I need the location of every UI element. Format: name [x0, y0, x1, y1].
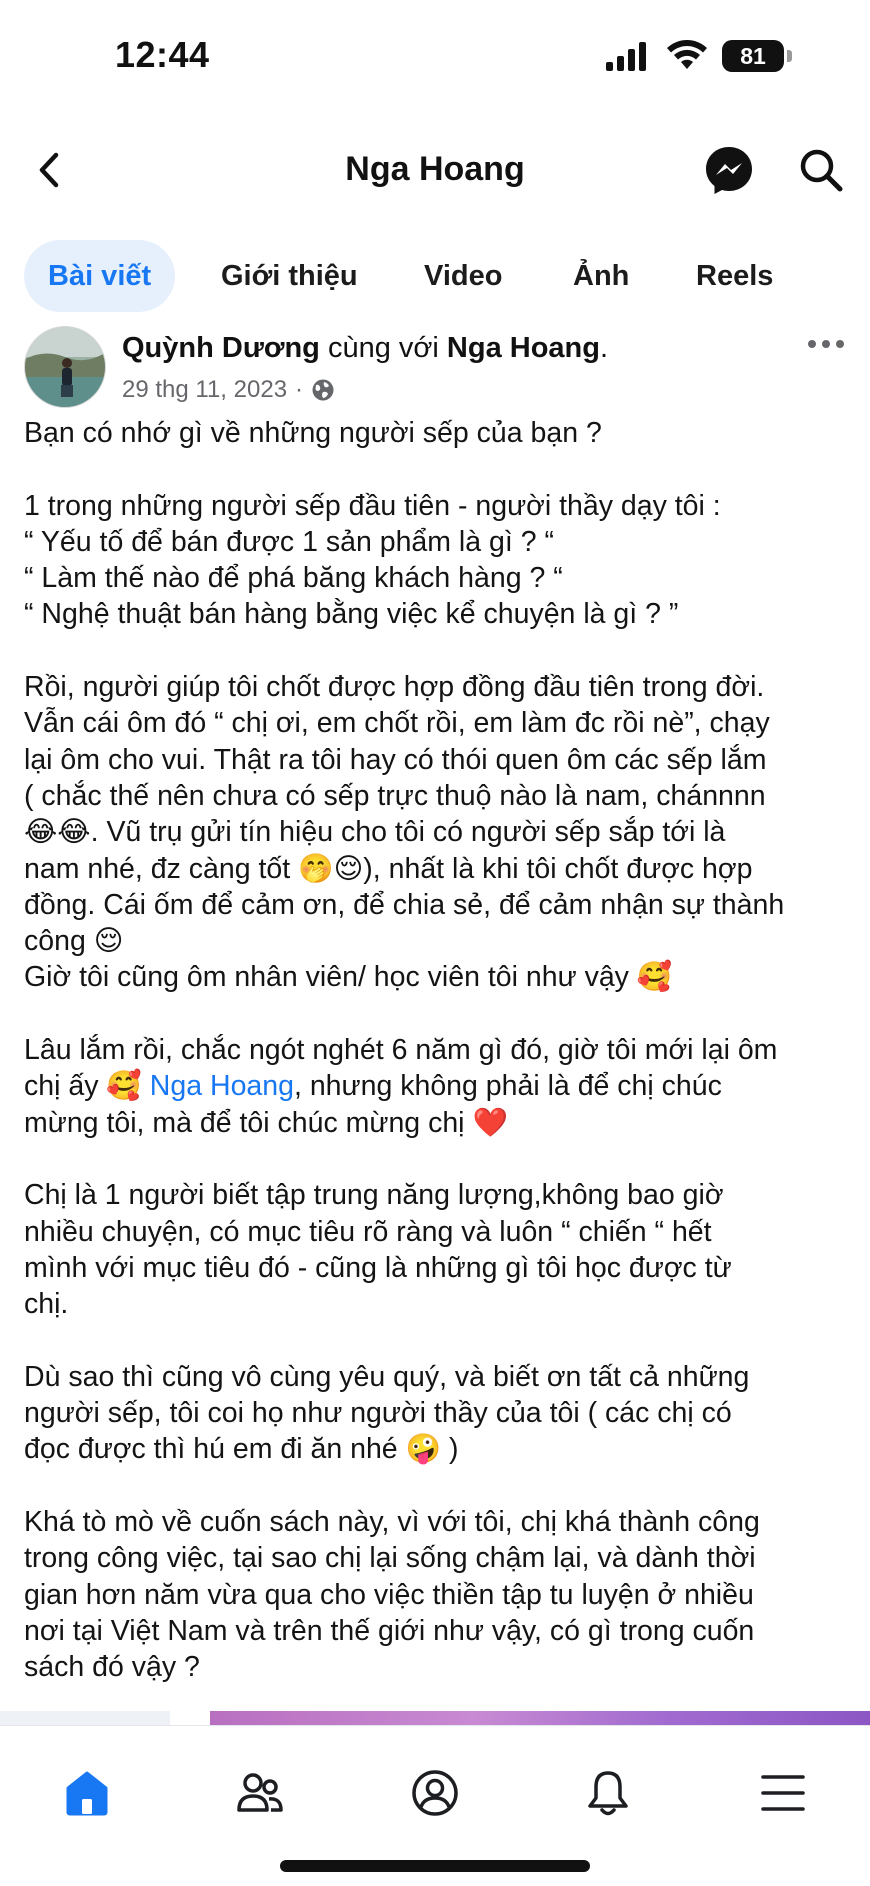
post-line: lại ôm cho vui. Thật ra tôi hay có thói quen ôm các sếp lắm	[24, 743, 767, 776]
home-icon[interactable]	[62, 1768, 112, 1818]
tab-about[interactable]: Giới thiệu	[221, 260, 358, 292]
post-line: người sếp, tôi coi họ như người thầy của tôi ( các chị có	[24, 1397, 732, 1430]
search-icon[interactable]	[798, 147, 844, 193]
post-line: 1 trong những người sếp đầu tiên - người thầy dạy tôi :	[24, 489, 721, 522]
smiling-hearts-emoji: 🥰	[106, 1069, 142, 1103]
with-text: cùng với	[327, 332, 439, 364]
post-line: “ Yếu tố để bán được 1 sản phẩm là gì ? “	[24, 525, 554, 558]
more-options-icon[interactable]	[806, 334, 846, 354]
tab-posts[interactable]: Bài viết	[24, 240, 175, 312]
post-line: Bạn có nhớ gì về những người sếp của bạn ?	[24, 417, 602, 449]
post-line: ( chắc thế nên chưa có sếp trực thuộ nào là nam, chánnnn	[24, 779, 766, 812]
meta-separator: ·	[295, 376, 304, 403]
post-line: mừng tôi, mà để tôi chúc mừng chị ❤️	[24, 1105, 508, 1139]
blush-emoji: 🤭😌	[298, 851, 364, 885]
post-author-line	[122, 332, 608, 365]
tagged-name[interactable]: Nga Hoang	[446, 332, 600, 364]
status-bar	[0, 0, 870, 110]
red-heart-emoji: ❤️	[472, 1105, 508, 1139]
battery-level: 81	[722, 40, 784, 72]
author-name[interactable]: Quỳnh Dương	[122, 332, 320, 364]
post-line: “ Nghệ thuật bán hàng bằng việc kể chuyện là gì ? ”	[24, 598, 679, 631]
post-line: Vẫn cái ôm đó “ chị ơi, em chốt rồi, em làm đc rồi nè”, chạy	[24, 707, 770, 740]
post-date[interactable]: 29 thg 11, 2023	[122, 376, 288, 403]
post-line: Rồi, người giúp tôi chốt được hợp đồng đầu tiên trong đời.	[24, 671, 765, 704]
post-image-strip[interactable]	[0, 1711, 870, 1725]
cellular-signal-icon	[604, 40, 652, 72]
globe-icon	[311, 378, 335, 402]
post-line: mình với mục tiêu đó - cũng là những gì tôi học được từ	[24, 1251, 732, 1284]
relieved-emoji: 😌	[93, 924, 124, 958]
page-title: Nga Hoang	[345, 150, 525, 188]
post-line: đồng. Cái ốm để cảm ơn, để chia sẻ, để cảm nhận sự thành	[24, 888, 785, 921]
post-line: nơi tại Việt Nam và trên thế giới như vậy, có gì trong cuốn	[24, 1614, 755, 1647]
menu-icon[interactable]	[758, 1768, 808, 1818]
profile-icon[interactable]	[410, 1768, 460, 1818]
post-line: Giờ tôi cũng ôm nhân viên/ học viên tôi như vậy 🥰	[24, 960, 673, 994]
post-line: nam nhé, đz càng tốt 🤭😌), nhất là khi tôi chốt được hợp	[24, 851, 753, 885]
battery-icon	[722, 40, 792, 72]
wifi-icon	[666, 40, 708, 72]
post-line: nhiều chuyện, có mục tiêu rõ ràng và luôn “ chiến “ hết	[24, 1215, 712, 1248]
post-line: chị ấy 🥰 Nga Hoang, nhưng không phải là để chị chúc	[24, 1069, 722, 1103]
zany-face-emoji: 🤪	[405, 1432, 442, 1466]
bottom-nav	[0, 1725, 870, 1886]
post-line: sách đó vậy ?	[24, 1651, 200, 1684]
post-line: Lâu lắm rồi, chắc ngót nghét 6 năm gì đó, giờ tôi mới lại ôm	[24, 1034, 778, 1067]
post-line: trong công việc, tại sao chị lại sống chậm lại, và dành thời	[24, 1542, 756, 1575]
home-indicator[interactable]	[280, 1860, 590, 1872]
laughing-emoji: 😂😂	[24, 815, 91, 849]
notifications-icon[interactable]	[583, 1768, 633, 1818]
post-line: 😂😂. Vũ trụ gửi tín hiệu cho tôi có người sếp sắp tới là	[24, 815, 726, 849]
friends-icon[interactable]	[235, 1768, 285, 1818]
post-line: Dù sao thì cũng vô cùng yêu quý, và biết ơn tất cả những	[24, 1360, 750, 1393]
post-line: Chị là 1 người biết tập trung năng lượng,không bao giờ	[24, 1179, 724, 1212]
post-meta	[122, 376, 335, 404]
avatar[interactable]	[24, 326, 106, 408]
post-line: gian hơn năm vừa qua cho việc thiền tập tu luyện ở nhiều	[24, 1578, 754, 1611]
post-line: “ Làm thế nào để phá băng khách hàng ? “	[24, 562, 563, 595]
messenger-icon[interactable]	[703, 144, 755, 196]
post-line: công 😌	[24, 924, 124, 958]
post-line: Khá tò mò về cuốn sách này, vì với tôi, chị khá thành công	[24, 1505, 760, 1538]
post-line: đọc được thì hú em đi ăn nhé 🤪 )	[24, 1432, 459, 1466]
status-time: 12:44	[115, 34, 210, 75]
mention-link[interactable]: Nga Hoang	[149, 1070, 294, 1103]
post-line: chị.	[24, 1288, 69, 1321]
profile-header	[0, 130, 870, 210]
smiling-hearts-emoji: 🥰	[636, 960, 673, 994]
status-icons	[604, 40, 792, 72]
post-body	[24, 415, 860, 1685]
tagged-suffix: .	[599, 332, 609, 364]
tab-reels[interactable]: Reels	[696, 260, 774, 292]
tab-video[interactable]: Video	[424, 260, 503, 292]
post-header	[24, 326, 846, 410]
tab-photos[interactable]: Ảnh	[573, 260, 630, 292]
